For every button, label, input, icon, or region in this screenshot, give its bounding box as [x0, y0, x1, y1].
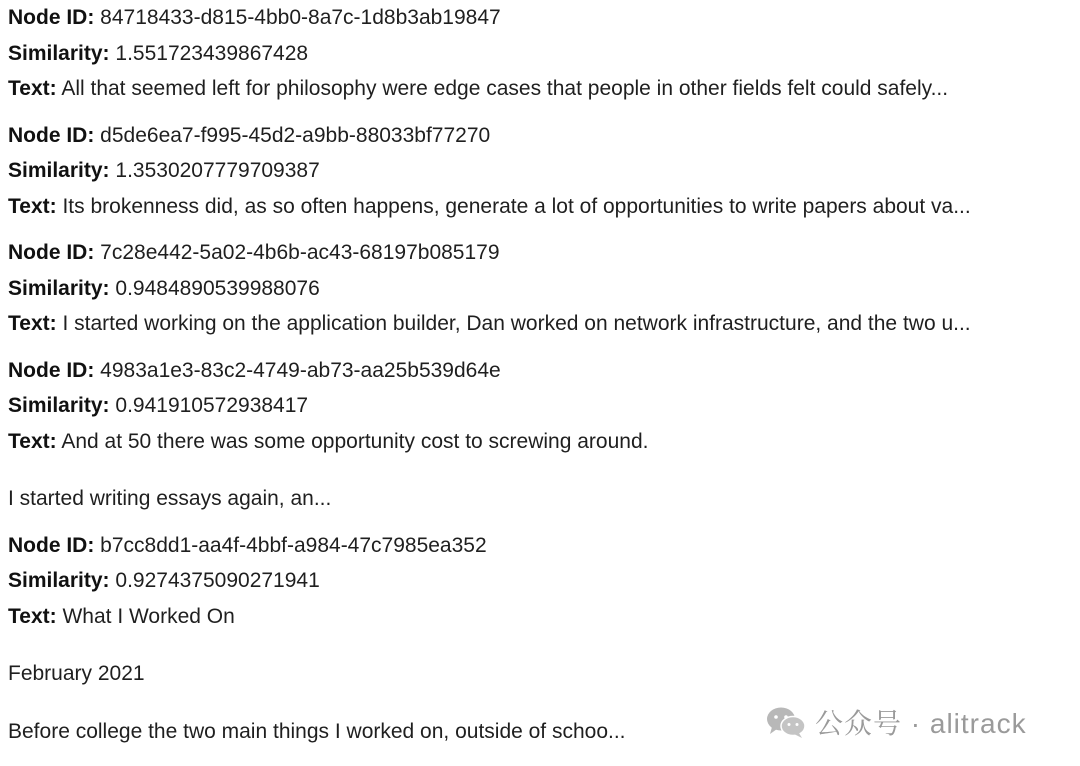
node-id-value: 84718433-d815-4bb0-8a7c-1d8b3ab19847: [100, 6, 501, 29]
similarity-line: [8, 563, 1078, 599]
text-line: [8, 306, 1078, 342]
text-label: Text:: [8, 77, 57, 100]
similarity-label: Similarity:: [8, 394, 110, 417]
text-line: [8, 424, 1078, 460]
similarity-label: Similarity:: [8, 569, 110, 592]
node-id-label: Node ID:: [8, 6, 95, 29]
text-continuation: Before college the two main things I worked on, outside of schoo...: [8, 719, 626, 743]
text-line: [8, 71, 1078, 107]
node-id-label: Node ID:: [8, 533, 95, 557]
similarity-value: 1.551723439867428: [115, 41, 309, 65]
text-value: I started working on the application builder, Dan worked on network infrastructure, and the two u...: [62, 312, 971, 335]
node-id-label: Node ID:: [8, 358, 95, 382]
text-value: All that seemed left for philosophy were edge cases that people in other fields felt could safely...: [61, 77, 949, 100]
node-id-value: b7cc8dd1-aa4f-4bbf-a984-47c7985ea352: [100, 533, 487, 557]
similarity-label: Similarity:: [8, 276, 110, 300]
text-label: Text:: [8, 604, 57, 628]
node-id-line: [8, 353, 1078, 389]
node-id-line: [8, 528, 1078, 564]
result-item: [8, 118, 1078, 225]
text-value: And at 50 there was some opportunity cost to screwing around.: [61, 429, 649, 453]
node-id-line: [8, 235, 1078, 271]
result-item: [8, 0, 1078, 107]
similarity-value: 1.3530207779709387: [115, 159, 320, 182]
text-label: Text:: [8, 194, 57, 218]
similarity-value: 0.9484890539988076: [115, 276, 320, 300]
similarity-line: [8, 271, 1078, 307]
watermark: [765, 700, 1027, 744]
node-id-label: Node ID:: [8, 241, 95, 264]
text-line: [8, 189, 1078, 225]
text-value: What I Worked On: [62, 604, 235, 628]
text-line: [8, 599, 1078, 635]
result-item: [8, 235, 1078, 342]
similarity-label: Similarity:: [8, 159, 110, 182]
node-id-value: 4983a1e3-83c2-4749-ab73-aa25b539d64e: [100, 358, 501, 382]
similarity-line: [8, 153, 1078, 189]
text-continuation: February 2021: [8, 662, 145, 685]
similarity-value: 0.9274375090271941: [115, 569, 320, 592]
similarity-label: Similarity:: [8, 41, 110, 65]
text-label: Text:: [8, 429, 57, 453]
results-list: [8, 0, 1078, 749]
node-id-line: [8, 118, 1078, 154]
node-id-value: d5de6ea7-f995-45d2-a9bb-88033bf77270: [100, 123, 491, 147]
similarity-value: 0.941910572938417: [115, 394, 309, 417]
watermark-text: 公众号 · alitrack: [815, 708, 1027, 739]
text-continuation: I started writing essays again, an...: [8, 487, 332, 510]
text-label: Text:: [8, 312, 57, 335]
node-id-value: 7c28e442-5a02-4b6b-ac43-68197b085179: [100, 241, 500, 264]
similarity-line: [8, 36, 1078, 72]
similarity-line: [8, 388, 1078, 424]
text-value: Its brokenness did, as so often happens, generate a lot of opportunities to write papers about va...: [62, 194, 971, 218]
wechat-icon: [765, 705, 807, 739]
node-id-line: [8, 0, 1078, 36]
node-id-label: Node ID:: [8, 123, 95, 147]
result-item: [8, 353, 1078, 517]
